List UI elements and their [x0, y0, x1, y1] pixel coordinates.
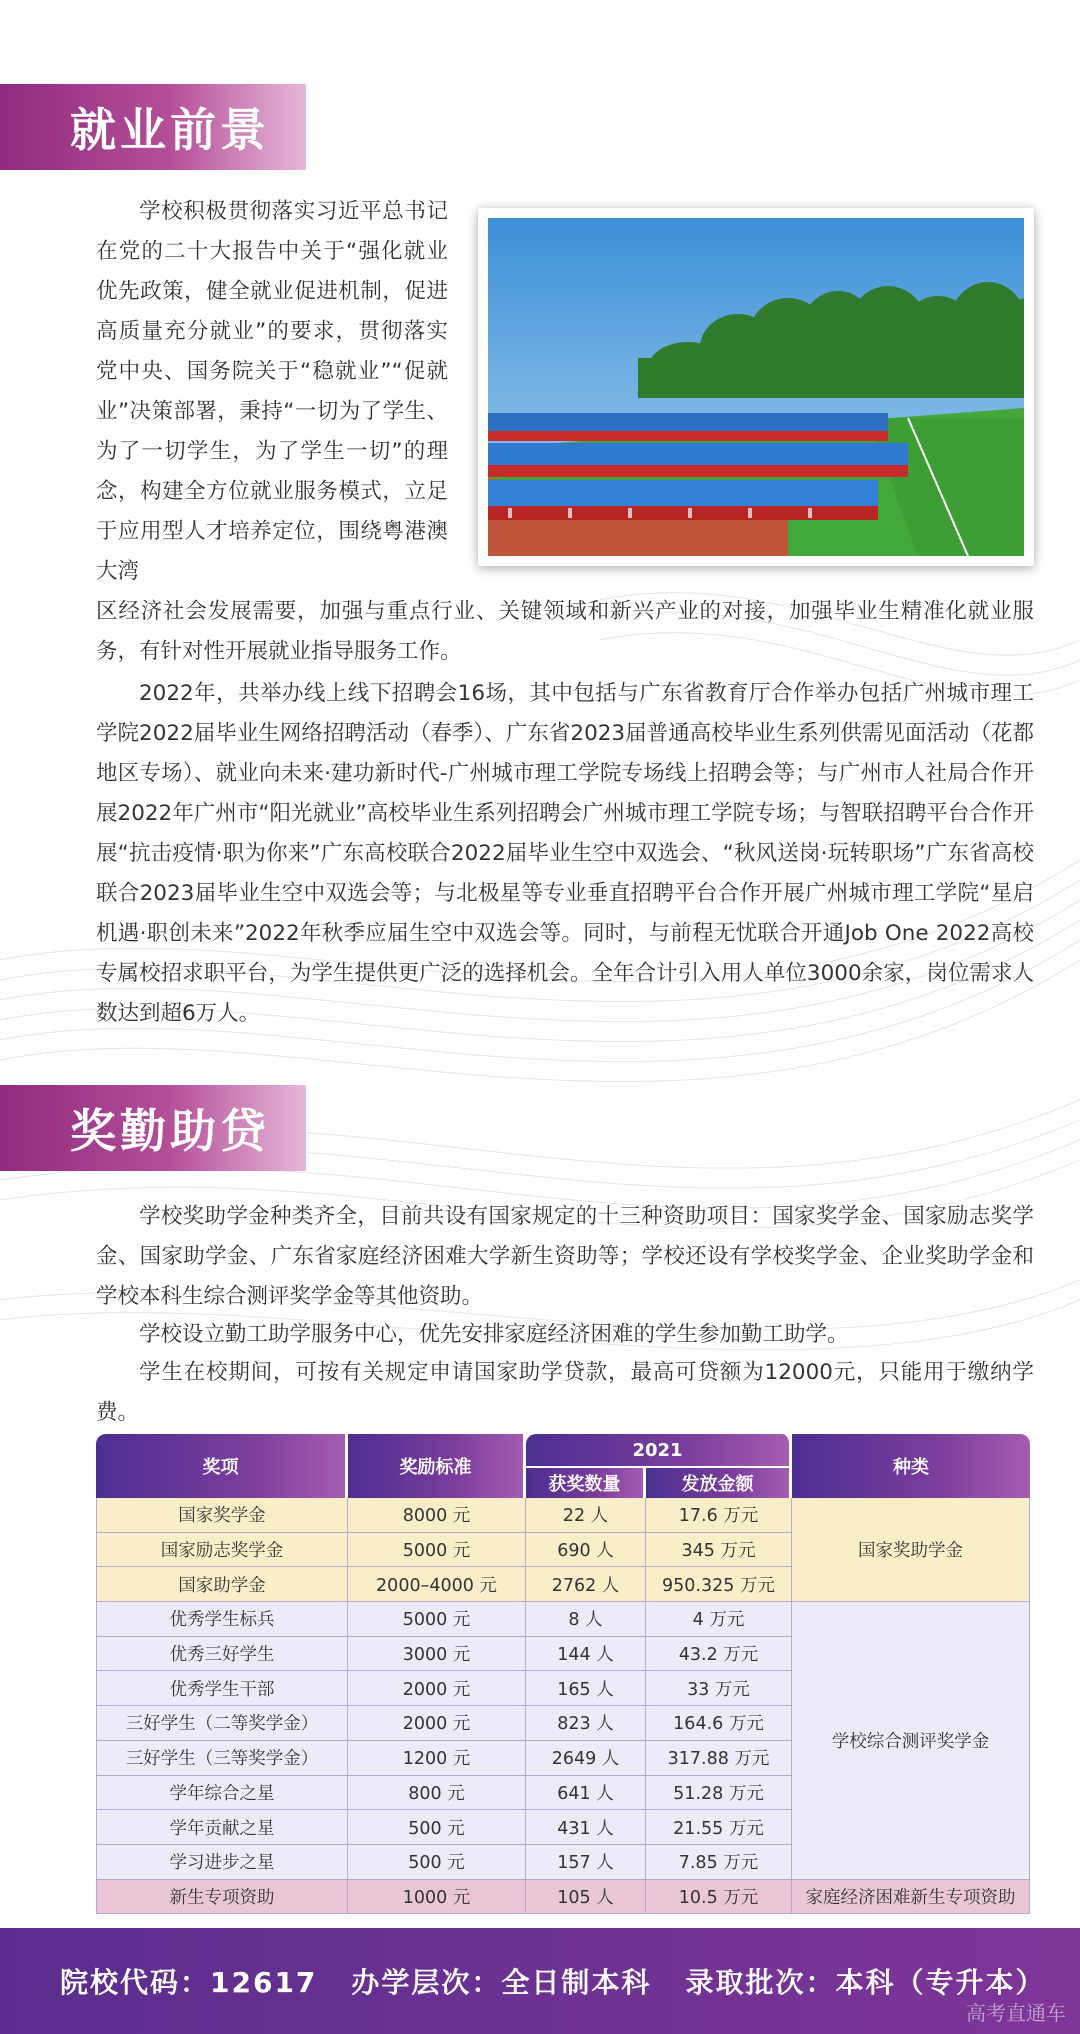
cell-count: 431 人 — [526, 1810, 646, 1845]
cell-standard: 2000 元 — [348, 1706, 526, 1741]
cell-amount: 10.5 万元 — [646, 1880, 792, 1915]
cell-item: 学习进步之星 — [96, 1845, 348, 1880]
footer-bar — [0, 1928, 1080, 2034]
cell-item: 新生专项资助 — [96, 1880, 348, 1915]
cell-count: 144 人 — [526, 1637, 646, 1672]
cell-item: 国家励志奖学金 — [96, 1533, 348, 1568]
admission-batch: 录取批次：本科（专升本） — [685, 1966, 1046, 1999]
cell-amount: 317.88 万元 — [646, 1741, 792, 1776]
cell-amount: 51.28 万元 — [646, 1776, 792, 1811]
header-standard: 奖励标准 — [348, 1434, 526, 1498]
cell-amount: 950.325 万元 — [646, 1567, 792, 1602]
cell-amount: 21.55 万元 — [646, 1810, 792, 1845]
table-row — [96, 1602, 1030, 1637]
cell-amount: 164.6 万元 — [646, 1706, 792, 1741]
cell-amount: 17.6 万元 — [646, 1498, 792, 1533]
cell-amount: 33 万元 — [646, 1671, 792, 1706]
cell-item: 三好学生（三等奖学金） — [96, 1741, 348, 1776]
cell-item: 学年贡献之星 — [96, 1810, 348, 1845]
cell-amount: 7.85 万元 — [646, 1845, 792, 1880]
cell-amount: 4 万元 — [646, 1602, 792, 1637]
cell-standard: 8000 元 — [348, 1498, 526, 1533]
cell-standard: 5000 元 — [348, 1602, 526, 1637]
cell-count: 2762 人 — [526, 1567, 646, 1602]
section-title-financial-aid: 奖勤助贷 — [70, 1104, 270, 1158]
education-level: 办学层次：全日制本科 — [351, 1966, 652, 1999]
cell-standard: 500 元 — [348, 1845, 526, 1880]
watermark: 高考直通车 — [966, 2001, 1066, 2025]
cell-item: 三好学生（二等奖学金） — [96, 1706, 348, 1741]
cell-item: 优秀三好学生 — [96, 1637, 348, 1672]
financial-aid-paragraph-3: 学生在校期间，可按有关规定申请国家助学贷款，最高可贷额为12000元，只能用于缴纳学费。 — [96, 1360, 1034, 1425]
cell-item: 国家奖学金 — [96, 1498, 348, 1533]
cell-category-national: 国家奖助学金 — [792, 1498, 1030, 1602]
financial-aid-table — [96, 1434, 1030, 1914]
cell-item: 优秀学生干部 — [96, 1671, 348, 1706]
cell-count: 8 人 — [526, 1602, 646, 1637]
table-row — [96, 1880, 1030, 1915]
cell-standard: 500 元 — [348, 1810, 526, 1845]
school-code: 院校代码：12617 — [60, 1966, 318, 1999]
cell-count: 157 人 — [526, 1845, 646, 1880]
table-row — [96, 1498, 1030, 1533]
cell-count: 2649 人 — [526, 1741, 646, 1776]
financial-aid-paragraph-2: 学校设立勤工助学服务中心，优先安排家庭经济困难的学生参加勤工助学。 — [139, 1322, 849, 1347]
cell-standard: 800 元 — [348, 1776, 526, 1811]
financial-aid-paragraph-1: 学校奖助学金种类齐全，目前共设有国家规定的十三种资助项目：国家奖学金、国家励志奖学金、国家助学金、广东省家庭经济困难大学新生资助等；学校还设有学校奖学金、企业奖助学金和学校本科生综合测评奖学金等其他资助。 — [96, 1204, 1034, 1309]
section-title-employment: 就业前景 — [70, 103, 270, 157]
cell-standard: 2000–4000 元 — [348, 1567, 526, 1602]
cell-category-freshman: 家庭经济困难新生专项资助 — [792, 1880, 1030, 1915]
cell-count: 165 人 — [526, 1671, 646, 1706]
cell-standard: 2000 元 — [348, 1671, 526, 1706]
cell-count: 22 人 — [526, 1498, 646, 1533]
job-fair-photo — [478, 208, 1034, 566]
employment-paragraph-1: 学校积极贯彻落实习近平总书记在党的二十大报告中关于“强化就业优先政策，健全就业促进机制，促进高质量充分就业”的要求，贯彻落实党中央、国务院关于“稳就业”“促就业”决策部署，秉持“一切为了学生、为了一切学生，为了学生一切”的理念，构建全方位就业服务模式，立足于应用型人才培养定位，围绕粤港澳大湾 — [96, 199, 448, 584]
cell-item: 国家助学金 — [96, 1567, 348, 1602]
employment-paragraph-1-continued: 区经济社会发展需要，加强与重点行业、关键领域和新兴产业的对接，加强毕业生精准化就业服务，有针对性开展就业指导服务工作。 — [96, 599, 1034, 664]
cell-count: 823 人 — [526, 1706, 646, 1741]
cell-amount: 345 万元 — [646, 1533, 792, 1568]
header-year: 2021 — [526, 1434, 792, 1468]
cell-standard: 5000 元 — [348, 1533, 526, 1568]
section-header-employment — [0, 84, 306, 170]
header-item: 奖项 — [96, 1434, 348, 1498]
cell-count: 690 人 — [526, 1533, 646, 1568]
cell-category-school: 学校综合测评奖学金 — [792, 1602, 1030, 1880]
cell-amount: 43.2 万元 — [646, 1637, 792, 1672]
cell-item: 学年综合之星 — [96, 1776, 348, 1811]
cell-standard: 3000 元 — [348, 1637, 526, 1672]
header-count: 获奖数量 — [526, 1468, 646, 1498]
cell-item: 优秀学生标兵 — [96, 1602, 348, 1637]
cell-count: 105 人 — [526, 1880, 646, 1915]
employment-paragraph-2: 2022年，共举办线上线下招聘会16场，其中包括与广东省教育厅合作举办包括广州城市理工学院2022届毕业生网络招聘活动（春季）、广东省2023届普通高校毕业生系列供需见面活动（花都地区专场）、就业向未来·建功新时代-广州城市理工学院专场线上招聘会等；与广州市人社局合作开展2022年广州市“阳光就业”高校毕业生系列招聘会广州城市理工学院专场；与智联招聘平台合作开展“抗击疫情·职为你来”广东高校联合2022届毕业生空中双选会、“秋风送岗·玩转职场”广东省高校联合2023届毕业生空中双选会等；与北极星等专业垂直招聘平台合作开展广州城市理工学院“星启机遇·职创未来”2022年秋季应届生空中双选会等。同时，与前程无忧联合开通Job One 2022高校专属校招求职平台，为学生提供更广泛的选择机会。全年合计引入用人单位3000余家，岗位需求人数达到超6万人。 — [96, 681, 1034, 1026]
cell-standard: 1000 元 — [348, 1880, 526, 1915]
header-category: 种类 — [792, 1434, 1030, 1498]
header-amount: 发放金额 — [646, 1468, 792, 1498]
section-header-financial-aid — [0, 1085, 306, 1171]
cell-count: 641 人 — [526, 1776, 646, 1811]
cell-standard: 1200 元 — [348, 1741, 526, 1776]
